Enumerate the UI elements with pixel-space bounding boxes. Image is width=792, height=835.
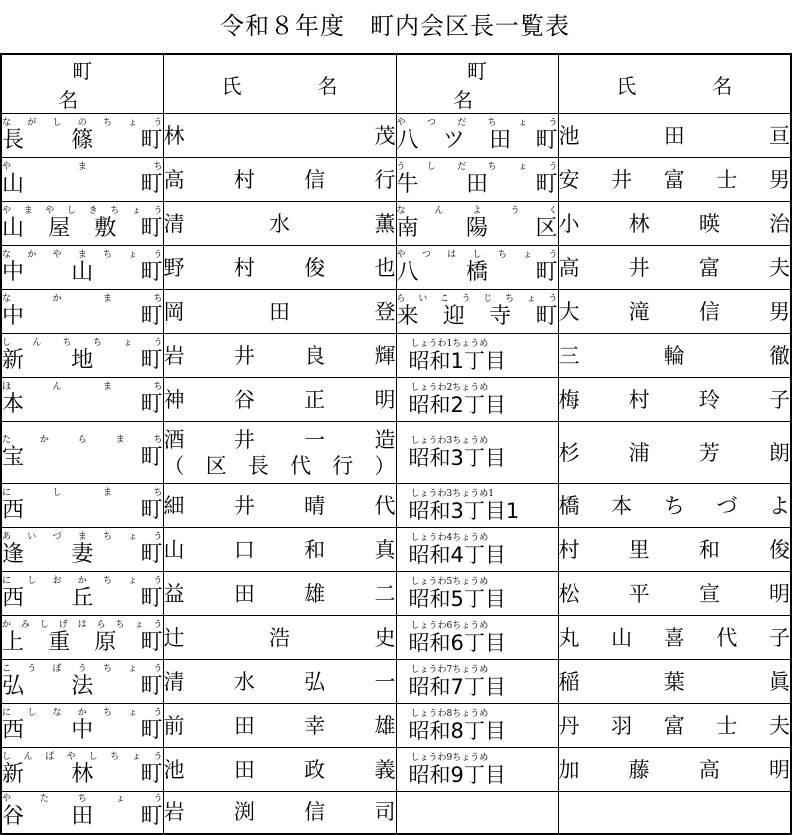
town-cell [1, 334, 163, 378]
town-ruby: な か ま ち [2, 293, 163, 304]
person-name: 梅 村 玲 子 [558, 387, 790, 412]
town-name: 昭和9丁目 [408, 762, 506, 787]
town-cell [1, 422, 163, 484]
town-cell [396, 528, 558, 572]
town-ruby: や ま や し き ち ょ う [2, 205, 163, 216]
town-ruby: や つ は し ち ょ う [396, 249, 558, 260]
town-cell [1, 484, 163, 528]
town-name: 牛 田 町 [396, 171, 558, 197]
person-cell [163, 290, 396, 334]
table-row [1, 158, 791, 202]
person-cell [163, 792, 396, 834]
table-row [1, 290, 791, 334]
town-name: 昭和4丁目 [408, 542, 506, 567]
town-cell [396, 748, 558, 792]
town-name: 八 橋 町 [396, 259, 558, 285]
town-ruby: し ん ば や し ち ょ う [2, 751, 163, 762]
person-name: 岩 渕 信 司 [163, 800, 396, 825]
person-cell [558, 616, 791, 660]
person-cell [163, 334, 396, 378]
person-name: 杉 浦 芳 朗 [558, 440, 790, 465]
town-ruby: ら い こ う じ ち ょ う [396, 293, 558, 304]
person-cell [558, 484, 791, 528]
town-name: 山 町 [2, 171, 163, 197]
person-name: 大 滝 信 男 [558, 299, 790, 324]
town-cell [1, 660, 163, 704]
town-name: 昭和7丁目 [408, 674, 506, 699]
person-cell [558, 660, 791, 704]
person-cell [558, 528, 791, 572]
town-ruby: しょうわ4ちょうめ [410, 532, 489, 543]
header-row [1, 54, 791, 114]
person-cell [558, 290, 791, 334]
table-row [1, 202, 791, 246]
town-cell [1, 616, 163, 660]
town-ruby: しょうわ6ちょうめ [410, 620, 489, 631]
town-name: 山 屋 敷 町 [2, 215, 163, 241]
roster-table [0, 53, 792, 835]
town-ruby: こ う ぼ う ち ょ う [2, 663, 163, 674]
person-cell [558, 422, 791, 484]
town-name: 南 陽 区 [396, 215, 558, 241]
town-name: 昭和3丁目 [408, 445, 506, 470]
header-name-right: 氏 名 [558, 54, 791, 114]
person-name: 高 井 富 夫 [558, 255, 790, 280]
town-name: 西 中 町 [2, 717, 163, 743]
person-name: 安 井 富 士 男 [558, 167, 790, 192]
town-cell [396, 484, 558, 528]
person-cell [558, 202, 791, 246]
town-cell [1, 704, 163, 748]
person-name: 橋 本 ち づ よ [558, 493, 790, 518]
town-cell [1, 378, 163, 422]
person-name: 稲 葉 眞 [558, 669, 790, 694]
person-cell [558, 114, 791, 158]
table-row [1, 422, 791, 484]
person-name: 前 田 幸 雄 [163, 713, 396, 738]
header-name-left: 氏 名 [163, 54, 396, 114]
town-cell [396, 616, 558, 660]
town-cell [396, 572, 558, 616]
town-ruby: しょうわ9ちょうめ [410, 752, 489, 763]
person-name: 丸 山 喜 代 子 [558, 625, 790, 650]
person-cell [558, 334, 791, 378]
town-ruby: た か ら ま ち [2, 434, 163, 445]
person-cell [163, 158, 396, 202]
town-name: 宝 町 [2, 444, 163, 470]
person-cell [163, 114, 396, 158]
town-name: 新 地 町 [2, 347, 163, 373]
town-cell [396, 378, 558, 422]
table-row [1, 660, 791, 704]
town-name: 中 町 [2, 303, 163, 329]
person-name: 岡 田 登 [163, 299, 396, 324]
town-ruby: な ん よ う く [396, 205, 558, 216]
person-note: （ 区 長 代 行 ） [163, 453, 396, 478]
town-cell [396, 290, 558, 334]
town-cell [1, 792, 163, 834]
town-ruby: に し ま ち [2, 487, 163, 498]
town-cell [396, 422, 558, 484]
town-name: 新 林 町 [2, 761, 163, 787]
town-ruby: しょうわ3ちょうめ [410, 435, 489, 446]
town-ruby: しょうわ7ちょうめ [410, 664, 489, 675]
town-cell [396, 792, 558, 834]
person-cell [558, 704, 791, 748]
person-cell [558, 378, 791, 422]
table-row [1, 792, 791, 834]
town-name: 昭和5丁目 [408, 586, 506, 611]
table-row [1, 528, 791, 572]
town-name: 弘 法 町 [2, 673, 163, 699]
town-cell [396, 158, 558, 202]
town-name: 西 町 [2, 497, 163, 523]
table-row [1, 484, 791, 528]
table-row [1, 246, 791, 290]
header-town-right: 町 名 [396, 54, 558, 114]
town-name: 西 丘 町 [2, 585, 163, 611]
person-name: 益 田 雄 二 [163, 581, 396, 606]
town-name: 上 重 原 町 [2, 629, 163, 655]
town-cell [396, 246, 558, 290]
person-cell [163, 378, 396, 422]
town-cell [396, 202, 558, 246]
town-ruby: しょうわ2ちょうめ [410, 382, 489, 393]
person-cell [163, 616, 396, 660]
person-cell [163, 202, 396, 246]
town-ruby: に し お か ち ょ う [2, 575, 163, 586]
town-ruby: ほ ん ま ち [2, 381, 163, 392]
person-name: 池 田 政 義 [163, 757, 396, 782]
table-row [1, 572, 791, 616]
town-cell [1, 748, 163, 792]
town-name: 本 町 [2, 391, 163, 417]
person-cell [163, 422, 396, 484]
town-ruby: し ん ち ち ょ う [2, 337, 163, 348]
town-name: 昭和1丁目 [408, 348, 506, 373]
town-name: 昭和3丁目1 [408, 498, 520, 523]
person-name: 辻 浩 史 [163, 625, 396, 650]
person-cell [163, 748, 396, 792]
town-cell [396, 114, 558, 158]
town-ruby: に し な か ち ょ う [2, 707, 163, 718]
town-cell [1, 246, 163, 290]
person-cell [163, 528, 396, 572]
town-cell [1, 528, 163, 572]
person-cell [163, 660, 396, 704]
table-row [1, 114, 791, 158]
town-name: 中 山 町 [2, 259, 163, 285]
page-title: 令和８年度 町内会区長一覧表 [220, 12, 570, 40]
town-cell [1, 572, 163, 616]
person-name: 酒 井 一 造 [163, 427, 396, 452]
town-ruby: や た ち ょ う [2, 794, 163, 805]
town-name: 昭和2丁目 [408, 392, 506, 417]
person-name: 小 林 暎 治 [558, 211, 790, 236]
town-ruby: な が し の ち ょ う [2, 117, 163, 128]
person-name: 神 谷 正 明 [163, 387, 396, 412]
town-ruby: な か や ま ち ょ う [2, 249, 163, 260]
town-cell [1, 114, 163, 158]
person-cell [163, 484, 396, 528]
person-name: 清 水 弘 一 [163, 669, 396, 694]
town-ruby: しょうわ5ちょうめ [410, 576, 489, 587]
person-cell [558, 246, 791, 290]
header-town-left: 町 名 [1, 54, 163, 114]
person-name: 野 村 俊 也 [163, 255, 396, 280]
table-row [1, 704, 791, 748]
town-cell [1, 290, 163, 334]
town-ruby: や ま ち [2, 161, 163, 172]
person-name: 岩 井 良 輝 [163, 343, 396, 368]
town-name: 来 迎 寺 町 [396, 303, 558, 329]
person-name: 村 里 和 俊 [558, 537, 790, 562]
town-ruby: や つ だ ち ょ う [396, 117, 558, 128]
town-name: 昭和6丁目 [408, 630, 506, 655]
town-cell [1, 202, 163, 246]
table-row [1, 378, 791, 422]
person-name: 高 村 信 行 [163, 167, 396, 192]
town-name: 昭和8丁目 [408, 718, 506, 743]
town-cell [1, 158, 163, 202]
town-name: 谷 田 町 [2, 804, 163, 830]
person-cell [163, 704, 396, 748]
person-cell [558, 792, 791, 834]
town-ruby: しょうわ1ちょうめ [410, 338, 489, 349]
town-cell [396, 660, 558, 704]
person-name: 丹 羽 富 士 夫 [558, 713, 790, 738]
town-cell [396, 704, 558, 748]
town-name: 八 ツ 田 町 [396, 127, 558, 153]
person-cell [558, 158, 791, 202]
town-ruby: か み し げ は ら ち ょ う [2, 619, 163, 630]
table-row [1, 748, 791, 792]
town-ruby: しょうわ3ちょうめ1 [410, 488, 494, 499]
person-name: 清 水 薫 [163, 211, 396, 236]
person-cell [558, 748, 791, 792]
person-name: 池 田 亘 [558, 123, 790, 148]
town-ruby: あ い づ ま ち ょ う [2, 531, 163, 542]
table-row [1, 616, 791, 660]
town-ruby: しょうわ8ちょうめ [410, 708, 489, 719]
town-cell [396, 334, 558, 378]
town-ruby: う し だ ち ょ う [396, 161, 558, 172]
person-name: 林 茂 [163, 123, 396, 148]
person-cell [163, 246, 396, 290]
town-name: 逢 妻 町 [2, 541, 163, 567]
person-name: 松 平 宣 明 [558, 581, 790, 606]
person-cell [558, 572, 791, 616]
town-name: 長 篠 町 [2, 127, 163, 153]
person-name: 三 輪 徹 [558, 343, 790, 368]
person-cell [163, 572, 396, 616]
table-row [1, 334, 791, 378]
person-name: 加 藤 高 明 [558, 757, 790, 782]
person-name: 山 口 和 真 [163, 537, 396, 562]
person-name: 細 井 晴 代 [163, 493, 396, 518]
